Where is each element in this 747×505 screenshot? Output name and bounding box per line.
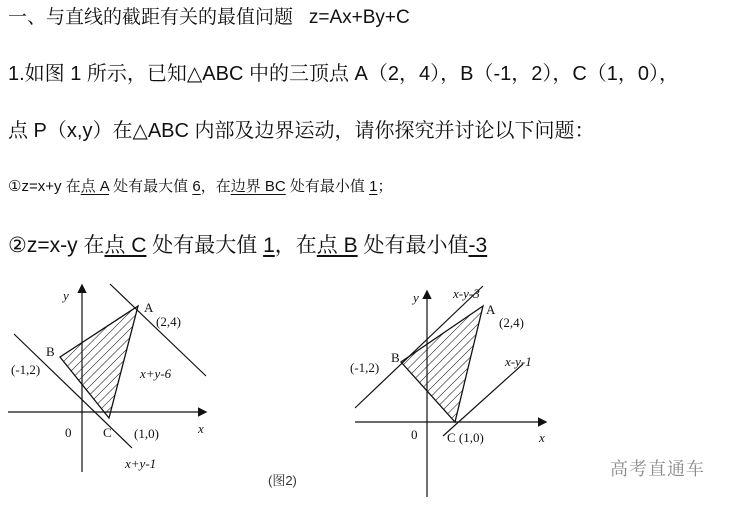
answer-2-value-max: 1 <box>263 234 275 257</box>
line-bottom-label: x+y-1 <box>125 456 157 471</box>
watermark: 高考直通车 <box>610 459 705 479</box>
answer-1-location-max: 点 A <box>80 178 109 195</box>
point-a-label: A <box>144 300 154 315</box>
answer-1 <box>8 175 392 196</box>
point-a-coord: (2,4) <box>499 315 524 330</box>
heading-text: 一、与直线的截距有关的最值问题 <box>8 7 294 28</box>
origin-label: 0 <box>411 427 418 442</box>
triangle-abc <box>60 306 138 418</box>
origin-label: 0 <box>65 425 72 440</box>
heading-formula: z=Ax+By+C <box>308 7 410 28</box>
answer-2-location-min: 点 B <box>316 234 358 257</box>
answer-2-text-max: 处有最大值 <box>152 234 258 257</box>
point-c-label: C <box>103 425 112 440</box>
answer-2 <box>8 229 487 259</box>
y-axis-label: y <box>413 290 419 305</box>
answer-2-value-min: -3 <box>468 234 488 257</box>
answer-1-tail: ； <box>377 178 393 195</box>
point-b-coord: (-1,2) <box>350 360 380 375</box>
answer-2-text-sep: ，在 <box>274 234 317 257</box>
point-c-coord: (1,0) <box>134 426 159 441</box>
figure-left <box>0 272 230 482</box>
answer-2-lead: ②z=x-y 在 <box>8 234 105 257</box>
point-a-coord: (2,4) <box>156 314 181 329</box>
answer-1-text-sep: ，在 <box>200 178 231 195</box>
answer-1-location-min: 边界 BC <box>230 178 286 195</box>
answer-1-lead: ①z=x+y 在 <box>8 178 81 195</box>
x-axis-label: x <box>539 430 545 445</box>
y-axis-label: y <box>63 288 69 303</box>
line-right-label: x-y-1 <box>505 354 532 369</box>
answer-1-text-min: 处有最小值 <box>289 178 365 195</box>
line-top-label: x-y-3 <box>453 286 480 301</box>
x-axis-label: x <box>198 421 204 436</box>
triangle-abc <box>401 306 483 422</box>
answer-1-value-min: 1 <box>369 178 378 195</box>
section-heading <box>8 2 410 29</box>
figure-caption: (图2) <box>268 473 297 488</box>
figure-right-graph <box>343 272 563 497</box>
problem-line-2: 点 P（x,y）在△ABC 内部及边界运动，请你探究并讨论以下问题： <box>8 120 595 142</box>
answer-1-value-max: 6 <box>192 178 201 195</box>
problem-line-1: 1.如图 1 所示，已知△ABC 中的三顶点 A（2，4），B（-1，2），C（1，0）， <box>8 63 680 85</box>
line-top-label: x+y-6 <box>140 366 172 381</box>
point-b-coord: (-1,2) <box>11 362 41 377</box>
point-b-label: B <box>46 344 55 359</box>
point-c-label: C (1,0) <box>447 430 484 445</box>
answer-1-text-max: 处有最大值 <box>113 178 189 195</box>
point-a-label: A <box>486 302 496 317</box>
figure-left-graph <box>0 272 230 477</box>
answer-2-text-min: 处有最小值 <box>363 234 469 257</box>
answer-2-location-max: 点 C <box>104 234 147 257</box>
figure-right <box>343 272 563 502</box>
point-b-label: B <box>391 350 400 365</box>
